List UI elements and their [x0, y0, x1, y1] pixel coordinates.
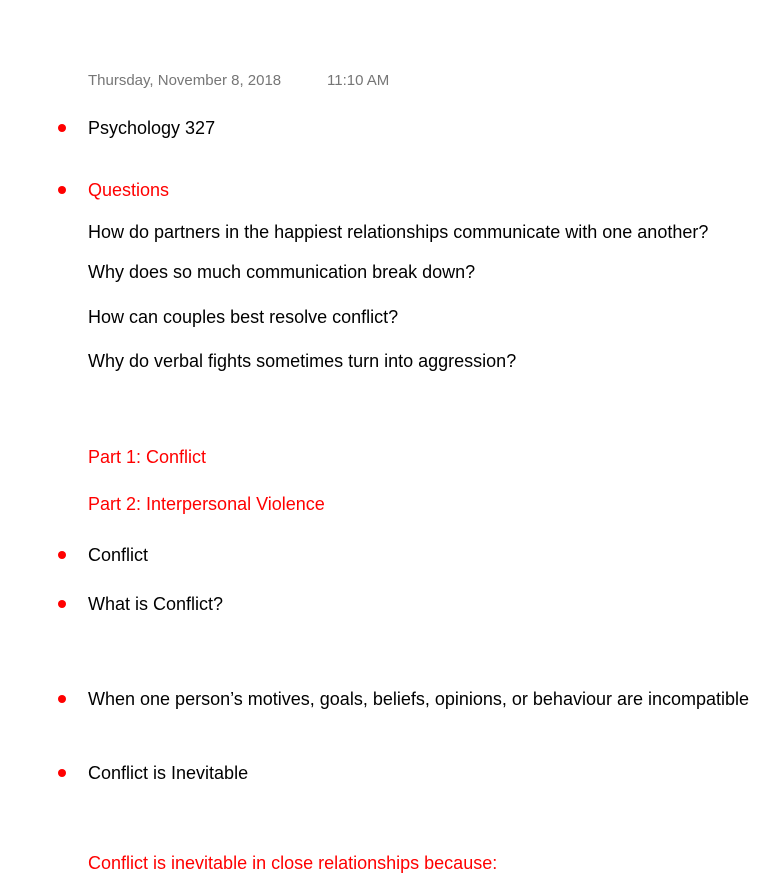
bullet-icon [58, 186, 66, 194]
bullet-icon [58, 551, 66, 559]
questions-heading: Questions [88, 180, 170, 200]
note-time: 11:10 AM [327, 72, 390, 89]
question-item: Why does so much communication break down? [88, 262, 476, 282]
inevitable-subheading: Conflict is inevitable in close relationships because: [88, 853, 498, 873]
bullet-icon [58, 600, 66, 608]
inevitable-heading: Conflict is Inevitable [88, 763, 249, 783]
note-title: Psychology 327 [88, 118, 216, 138]
part-item: Part 1: Conflict [88, 447, 207, 467]
conflict-definition: When one person’s motives, goals, beliefs, opinions, or behaviour are incompatible [88, 689, 750, 709]
question-item: Why do verbal fights sometimes turn into aggression? [88, 351, 517, 371]
question-item: How can couples best resolve conflict? [88, 307, 399, 327]
part-item: Part 2: Interpersonal Violence [88, 494, 325, 514]
bullet-icon [58, 769, 66, 777]
note-date: Thursday, November 8, 2018 [88, 72, 282, 89]
bullet-icon [58, 124, 66, 132]
conflict-heading: Conflict [88, 545, 149, 565]
bullet-icon [58, 695, 66, 703]
question-item: How do partners in the happiest relationships communicate with one another? [88, 222, 709, 242]
what-is-conflict: What is Conflict? [88, 594, 224, 614]
